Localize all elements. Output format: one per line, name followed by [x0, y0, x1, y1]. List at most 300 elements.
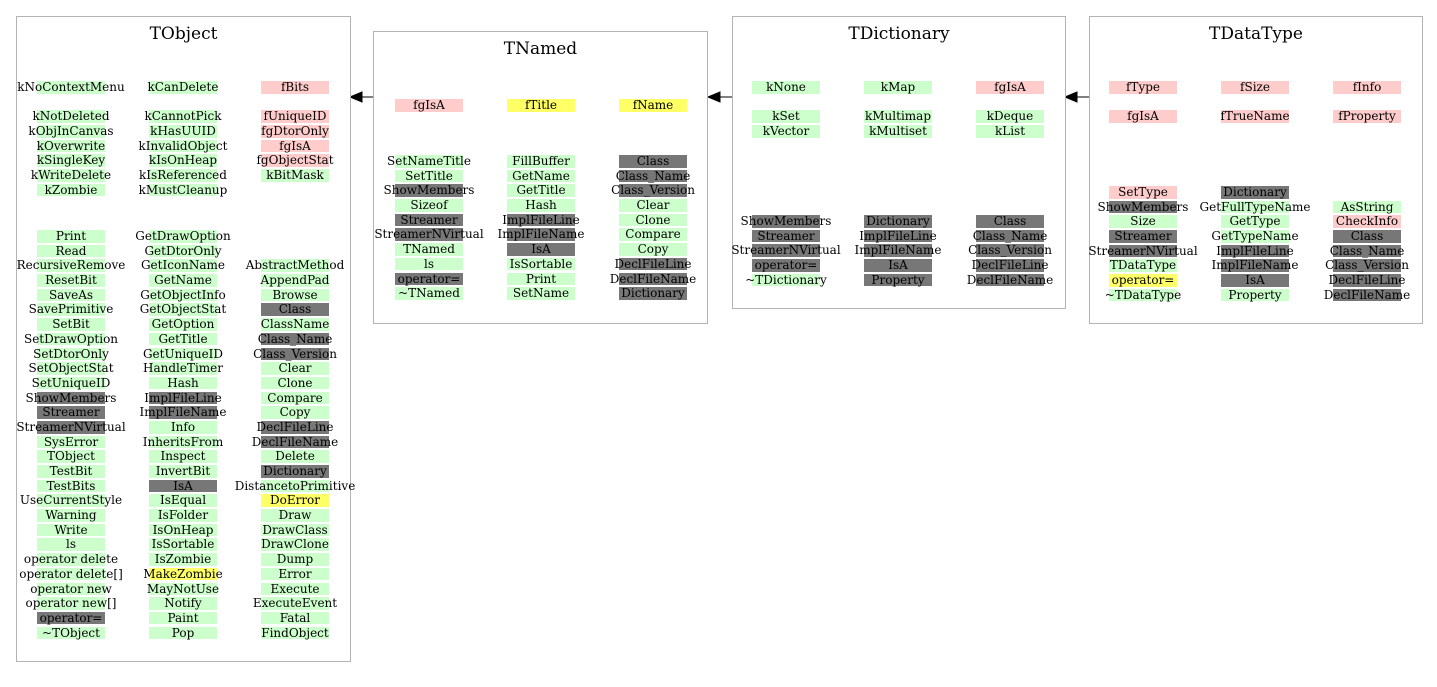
member-label: GetName [512, 168, 570, 183]
member-cell[interactable] [149, 479, 217, 494]
member-gap [1221, 95, 1289, 110]
member-cell[interactable] [257, 331, 333, 347]
member-label: GetTypeName [1211, 229, 1299, 244]
member-cell[interactable] [1109, 109, 1177, 124]
member-label: fType [1125, 80, 1161, 94]
member-cell[interactable] [261, 537, 329, 552]
member-cell[interactable] [1221, 273, 1289, 288]
member-cell[interactable] [261, 168, 329, 183]
member-label: StreamerNVirtual [374, 227, 484, 242]
member-cell[interactable] [261, 567, 329, 582]
member-cell[interactable] [1097, 199, 1189, 215]
member-cell[interactable] [140, 287, 226, 303]
member-cell[interactable] [976, 109, 1044, 124]
member-cell[interactable] [1221, 80, 1289, 95]
member-label: Clear [278, 361, 312, 376]
member-cell[interactable] [261, 508, 329, 523]
member-cell[interactable] [149, 611, 217, 626]
member-label: GetType [1229, 214, 1281, 229]
arrow-head-tobject [350, 92, 362, 102]
member-cell[interactable] [619, 198, 687, 213]
member-cell[interactable] [17, 80, 125, 95]
member-cell[interactable] [1221, 109, 1289, 124]
member-label: fgObjectStat [256, 153, 334, 168]
member-label: ls [424, 256, 434, 271]
member-column [976, 80, 1044, 139]
member-label: TDataType [1109, 258, 1177, 273]
member-label: SysError [43, 434, 99, 449]
cell-background [1333, 96, 1401, 109]
member-cell[interactable] [139, 168, 227, 183]
member-cell[interactable] [37, 139, 105, 154]
member-label: Copy [279, 405, 311, 420]
member-cell[interactable] [261, 361, 329, 376]
member-cell[interactable] [395, 242, 463, 257]
member-cell[interactable] [1333, 200, 1401, 215]
member-label: Execute [270, 581, 320, 596]
member-label: HandleTimer [142, 361, 224, 376]
member-cell[interactable] [976, 80, 1044, 95]
member-cell[interactable] [37, 508, 105, 523]
member-label: kDeque [986, 109, 1034, 124]
member-label: Info [170, 419, 196, 434]
cell-background [864, 96, 932, 109]
member-cell[interactable] [261, 302, 329, 317]
member-cell[interactable] [245, 258, 345, 273]
member-column [395, 98, 463, 113]
member-label: Print [525, 271, 557, 286]
member-cell[interactable] [37, 153, 105, 168]
member-cell[interactable] [256, 419, 334, 435]
member-cell[interactable] [144, 243, 222, 259]
member-cell[interactable] [149, 273, 217, 288]
member-cell[interactable] [395, 98, 463, 113]
member-cell[interactable] [395, 257, 463, 272]
member-cell[interactable] [1211, 258, 1299, 273]
member-cell[interactable] [387, 154, 471, 169]
member-cell[interactable] [149, 153, 217, 168]
member-cell[interactable] [149, 596, 217, 611]
member-cell[interactable] [752, 258, 820, 273]
member-label: GetFullTypeName [1199, 199, 1311, 214]
member-label: kCannotPick [144, 109, 222, 124]
member-cell[interactable] [16, 419, 126, 435]
member-cell[interactable] [745, 272, 827, 288]
member-label: operator= [397, 271, 461, 286]
member-label: Streamer [757, 228, 815, 243]
member-cell[interactable] [507, 242, 575, 257]
member-cell[interactable] [251, 434, 339, 450]
member-label: SetUniqueID [31, 375, 111, 390]
member-label: Size [1130, 214, 1156, 229]
member-cell[interactable] [140, 258, 226, 273]
member-label: Hash [167, 375, 199, 390]
member-cell[interactable] [138, 138, 228, 154]
member-cell[interactable] [37, 435, 105, 450]
member-cell[interactable] [149, 523, 217, 538]
method-column [16, 229, 126, 640]
member-cell[interactable] [28, 361, 114, 376]
member-cell[interactable] [261, 405, 329, 420]
member-cell[interactable] [25, 390, 117, 406]
member-label: DeclFileLine [1328, 273, 1406, 288]
member-label: Write [54, 522, 88, 537]
member-cell[interactable] [507, 169, 575, 184]
member-cell[interactable] [261, 523, 329, 538]
member-cell[interactable] [1109, 258, 1177, 273]
member-label: Dictionary [1223, 185, 1287, 199]
member-label: Read [55, 243, 87, 258]
member-label: Class_Version [253, 346, 337, 361]
member-label: GetOption [151, 317, 215, 332]
member-cell[interactable] [142, 434, 224, 450]
member-cell[interactable] [261, 80, 329, 95]
member-cell[interactable] [383, 183, 475, 198]
member-cell[interactable] [619, 286, 687, 301]
member-label: InheritsFrom [142, 434, 224, 449]
member-gap [37, 95, 105, 110]
member-cell[interactable] [149, 464, 217, 479]
member-cell[interactable] [23, 331, 119, 347]
member-cell[interactable] [1199, 199, 1311, 215]
member-label: TestBits [46, 478, 96, 493]
member-cell[interactable] [261, 493, 329, 508]
member-cell[interactable] [261, 552, 329, 567]
member-label: GetObjectInfo [140, 287, 226, 302]
member-cell[interactable] [864, 273, 932, 288]
member-label: kIsOnHeap [148, 153, 218, 168]
member-label: DeclFileName [966, 272, 1054, 287]
member-cell[interactable] [1109, 80, 1177, 95]
member-label: FindObject [261, 625, 329, 640]
member-label: MayNotUse [146, 581, 220, 596]
member-cell[interactable] [864, 214, 932, 229]
member-cell[interactable] [32, 109, 110, 124]
member-cell[interactable] [149, 420, 217, 435]
member-cell[interactable] [752, 229, 820, 244]
member-cell[interactable] [139, 405, 227, 420]
member-cell[interactable] [139, 302, 227, 317]
member-cell[interactable] [149, 376, 217, 391]
member-label: Notify [164, 596, 202, 611]
member-cell[interactable] [395, 169, 463, 184]
member-cell[interactable] [1216, 243, 1294, 259]
member-cell[interactable] [1333, 80, 1401, 95]
member-cell[interactable] [37, 464, 105, 479]
member-cell[interactable] [143, 566, 223, 582]
member-cell[interactable] [395, 198, 463, 213]
class-box-tdatatype[interactable] [1089, 16, 1423, 324]
class-box-tnamed[interactable] [373, 31, 708, 324]
method-column [234, 229, 356, 640]
member-cell[interactable] [859, 228, 937, 244]
member-cell[interactable] [854, 243, 942, 258]
member-label: IsOnHeap [152, 522, 214, 537]
member-cell[interactable] [261, 391, 329, 406]
method-column [1323, 185, 1411, 303]
member-label: IsFolder [157, 508, 209, 523]
member-cell[interactable] [37, 449, 105, 464]
member-cell[interactable] [972, 228, 1048, 244]
member-cell[interactable] [149, 552, 217, 567]
member-label: DrawClass [262, 522, 328, 537]
member-cell[interactable] [497, 227, 585, 242]
member-cell[interactable] [261, 124, 329, 139]
member-cell[interactable] [261, 464, 329, 479]
member-cell[interactable] [261, 288, 329, 303]
member-label: kCanDelete [147, 80, 219, 94]
member-cell[interactable] [37, 273, 105, 288]
member-cell[interactable] [149, 493, 217, 508]
member-cell[interactable] [261, 626, 329, 641]
member-label: Class [278, 302, 312, 317]
member-cell[interactable] [33, 346, 109, 362]
member-cell[interactable] [1109, 214, 1177, 229]
member-cell[interactable] [135, 229, 231, 244]
class-title: TDictionary [848, 24, 950, 44]
member-label: kOverwrite [36, 138, 106, 153]
cell-background [261, 245, 329, 258]
member-cell[interactable] [1328, 273, 1406, 288]
member-cell[interactable] [966, 272, 1054, 288]
member-cell[interactable] [619, 98, 687, 113]
member-label: ImplFileLine [502, 212, 580, 227]
member-cell[interactable] [30, 581, 112, 597]
member-label: Class_Version [611, 183, 695, 198]
member-cell[interactable] [37, 611, 105, 626]
member-cell[interactable] [619, 242, 687, 257]
member-gap [261, 95, 329, 110]
member-cell[interactable] [395, 272, 463, 287]
member-cell[interactable] [611, 183, 695, 198]
member-cell[interactable] [1104, 287, 1182, 303]
member-label: Draw [278, 508, 312, 523]
member-label: SetDtorOnly [33, 346, 109, 361]
member-cell[interactable] [615, 168, 691, 184]
member-cell[interactable] [144, 109, 222, 124]
member-cell[interactable] [37, 229, 105, 244]
member-gap [864, 95, 932, 110]
member-cell[interactable] [30, 168, 112, 183]
member-cell[interactable] [864, 80, 932, 95]
member-label: AbstractMethod [245, 258, 345, 273]
member-cell[interactable] [253, 346, 337, 362]
member-column [17, 80, 125, 198]
member-cell[interactable] [149, 537, 217, 552]
member-cell[interactable] [1221, 214, 1289, 229]
member-label: InvertBit [155, 464, 211, 478]
member-cell[interactable] [37, 626, 105, 641]
member-cell[interactable] [507, 154, 575, 169]
member-label: Paint [167, 610, 199, 625]
member-cell[interactable] [752, 80, 820, 95]
member-label: kSet [772, 109, 800, 124]
member-label: Compare [625, 227, 681, 242]
member-label: DoError [269, 493, 321, 508]
member-label: kIsReferenced [139, 168, 227, 183]
member-gap [261, 244, 329, 259]
member-label: AppendPad [260, 273, 330, 288]
member-cell[interactable] [1323, 287, 1411, 303]
member-label: kNoContextMenu [17, 80, 125, 94]
member-label: GetObjectStat [139, 302, 227, 317]
member-cell[interactable] [619, 154, 687, 169]
member-cell[interactable] [146, 581, 220, 597]
member-cell[interactable] [261, 273, 329, 288]
member-cell[interactable] [1088, 243, 1198, 259]
member-cell[interactable] [149, 332, 217, 347]
member-cell[interactable] [261, 376, 329, 391]
member-cell[interactable] [149, 626, 217, 641]
member-cell[interactable] [1109, 185, 1177, 200]
member-label: ImplFileLine [1216, 243, 1294, 258]
member-cell[interactable] [142, 346, 224, 362]
member-label: DrawClone [261, 537, 329, 552]
member-cell[interactable] [1333, 214, 1401, 229]
member-label: kNone [766, 80, 806, 94]
member-cell[interactable] [1109, 273, 1177, 288]
member-cell[interactable] [740, 214, 832, 229]
member-cell[interactable] [1325, 258, 1409, 273]
member-label: Dictionary [621, 286, 685, 301]
member-cell[interactable] [261, 109, 329, 124]
member-cell[interactable] [252, 596, 338, 611]
member-cell[interactable] [37, 405, 105, 420]
member-cell[interactable] [619, 213, 687, 228]
member-cell[interactable] [1333, 229, 1401, 244]
member-cell[interactable] [864, 124, 932, 139]
member-cell[interactable] [37, 317, 105, 332]
member-cell[interactable] [731, 243, 841, 258]
member-label: FillBuffer [512, 154, 570, 168]
member-label: Pop [171, 625, 195, 640]
member-cell[interactable] [395, 213, 463, 228]
member-cell[interactable] [502, 212, 580, 228]
member-column [1109, 80, 1177, 124]
class-box-tobject[interactable] [16, 16, 356, 662]
member-label: CheckInfo [1335, 214, 1399, 229]
member-cell[interactable] [507, 198, 575, 213]
member-cell[interactable] [28, 124, 114, 139]
member-cell[interactable] [507, 183, 575, 198]
member-cell[interactable] [149, 317, 217, 332]
member-cell[interactable] [374, 227, 484, 242]
member-cell[interactable] [16, 258, 126, 273]
member-cell[interactable] [149, 508, 217, 523]
method-column [135, 229, 231, 640]
member-cell[interactable] [614, 256, 692, 272]
member-cell[interactable] [971, 258, 1049, 273]
member-cell[interactable] [28, 302, 114, 317]
member-label: TNamed [403, 242, 455, 257]
member-cell[interactable] [976, 124, 1044, 139]
member-cell[interactable] [149, 449, 217, 464]
member-label: Clone [635, 212, 671, 227]
member-label: Copy [637, 242, 669, 257]
member-label: ShowMembers [1097, 199, 1189, 214]
member-cell[interactable] [619, 227, 687, 242]
member-cell[interactable] [507, 286, 575, 301]
member-cell[interactable] [261, 139, 329, 154]
member-cell[interactable] [507, 257, 575, 272]
member-cell[interactable] [968, 243, 1052, 258]
member-cell[interactable] [261, 449, 329, 464]
member-cell[interactable] [138, 182, 228, 198]
member-cell[interactable] [1329, 243, 1405, 259]
member-cell[interactable] [25, 596, 117, 611]
member-cell[interactable] [507, 272, 575, 287]
class-title: TDataType [1209, 24, 1303, 44]
member-cell[interactable] [149, 124, 217, 139]
member-cell[interactable] [261, 582, 329, 597]
class-box-tdictionary[interactable] [732, 16, 1066, 309]
member-label: TestBit [49, 464, 93, 478]
member-label: Hash [525, 198, 557, 213]
class-title: TObject [149, 24, 218, 44]
member-label: GetUniqueID [142, 346, 224, 361]
member-label: Fatal [279, 610, 311, 625]
member-label: Compare [267, 390, 323, 405]
member-cell[interactable] [256, 153, 334, 168]
class-title: TNamed [503, 39, 578, 59]
member-cell[interactable] [752, 124, 820, 139]
member-label: IsSortable [151, 537, 215, 552]
member-cell[interactable] [19, 566, 123, 582]
member-label: Property [1228, 287, 1282, 302]
member-cell[interactable] [144, 390, 222, 406]
member-label: Browse [272, 287, 318, 302]
member-label: Print [55, 229, 87, 243]
member-label: ImplFileName [854, 243, 942, 258]
member-cell[interactable] [37, 244, 105, 259]
member-cell[interactable] [864, 109, 932, 124]
member-cell[interactable] [1109, 229, 1177, 244]
member-cell[interactable] [261, 317, 329, 332]
member-label: fSize [1240, 80, 1270, 94]
member-cell[interactable] [752, 109, 820, 124]
member-cell[interactable] [149, 80, 217, 95]
member-cell[interactable] [37, 183, 105, 198]
member-label: fgIsA [994, 80, 1026, 94]
member-cell[interactable] [19, 493, 123, 508]
cell-background [261, 230, 329, 243]
member-cell[interactable] [261, 611, 329, 626]
member-label: ShowMembers [25, 390, 117, 405]
member-cell[interactable] [864, 258, 932, 273]
member-cell[interactable] [37, 537, 105, 552]
member-cell[interactable] [976, 214, 1044, 229]
member-cell[interactable] [142, 361, 224, 376]
member-cell[interactable] [1221, 288, 1289, 303]
member-cell[interactable] [31, 375, 111, 391]
member-cell[interactable] [1211, 229, 1299, 244]
member-cell[interactable] [37, 479, 105, 494]
member-label: GetName [154, 273, 212, 288]
member-cell[interactable] [37, 523, 105, 538]
member-cell[interactable] [507, 98, 575, 113]
member-cell[interactable] [1333, 109, 1401, 124]
member-label: Class_Name [1329, 243, 1405, 258]
member-label: Class [1350, 229, 1384, 244]
member-cell[interactable] [37, 288, 105, 303]
member-cell[interactable] [395, 286, 463, 301]
member-cell[interactable] [609, 271, 697, 287]
member-label: kNotDeleted [32, 109, 110, 124]
member-cell[interactable] [234, 478, 356, 494]
member-cell[interactable] [23, 552, 119, 567]
member-label: fBits [280, 80, 310, 94]
member-cell[interactable] [1221, 185, 1289, 200]
